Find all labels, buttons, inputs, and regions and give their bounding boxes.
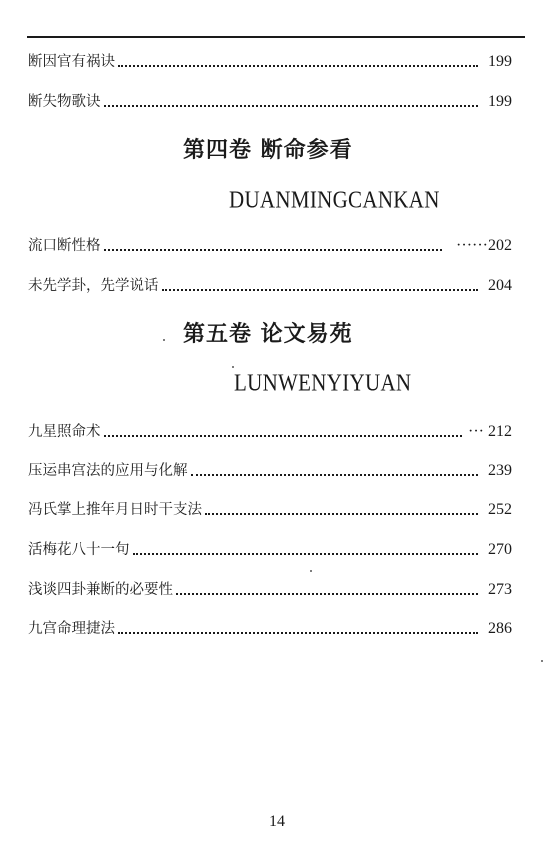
dot-leader [205, 513, 478, 515]
dot-leader [118, 632, 478, 634]
dot-leader [118, 65, 478, 67]
toc-entry-title: 未先学卦，先学说话 [28, 278, 159, 294]
toc-entry-title: 断失物歌诀 [28, 94, 101, 110]
scan-speck [541, 660, 543, 662]
scan-speck [310, 570, 312, 572]
toc-entry-page: 286 [488, 620, 512, 637]
toc-entry-title: 浅谈四卦兼断的必要性 [28, 582, 173, 598]
top-rule [27, 36, 525, 38]
toc-entry-title: 冯氏掌上推年月日时干支法 [28, 502, 202, 518]
dot-leader [104, 249, 443, 251]
dot-leader [104, 105, 479, 107]
toc-entry [28, 456, 512, 480]
toc-entry-page: 273 [488, 581, 512, 598]
scan-speck [232, 366, 234, 368]
toc-entry [28, 614, 512, 638]
dot-leader [162, 289, 479, 291]
toc-entry [28, 271, 512, 295]
toc-entry-title: 流口断性格 [28, 238, 101, 254]
toc-entry-title: 压运串宫法的应用与化解 [28, 463, 188, 479]
toc-entry-title: 断因官有祸诀 [28, 54, 115, 70]
dot-leader [176, 593, 478, 595]
dot-leader [133, 553, 479, 555]
toc-entry [28, 495, 512, 519]
toc-entry-title: 九宫命理捷法 [28, 621, 115, 637]
toc-entry-page: 239 [488, 462, 512, 479]
page-number: 14 [269, 813, 285, 830]
toc-entry-title: 活梅花八十一句 [28, 542, 130, 558]
volume-4-heading: 第四卷 断命参看 [183, 138, 353, 163]
toc-entry-page: 204 [488, 277, 512, 294]
toc-entry-page: 270 [488, 541, 512, 558]
volume-5-heading: 第五卷 论文易苑 [183, 322, 353, 347]
dot-leader [104, 435, 463, 437]
toc-entry-page: ··· 212 [468, 423, 512, 440]
toc-entry [28, 47, 512, 71]
toc-entry [28, 575, 512, 599]
dot-leader [191, 474, 479, 476]
toc-entry-page: 252 [488, 501, 512, 518]
toc-entry [28, 417, 512, 441]
toc-entry-title: 九星照命术 [28, 424, 101, 440]
toc-entry-page: 199 [488, 93, 512, 110]
scan-speck [163, 339, 165, 341]
volume-5-pinyin: LUNWENYIYUAN [234, 368, 412, 397]
volume-4-pinyin: DUANMINGCANKAN [229, 185, 440, 214]
toc-entry-page: ······202 [456, 237, 512, 254]
toc-entry-page: 199 [488, 53, 512, 70]
toc-entry [28, 87, 512, 111]
toc-entry [28, 535, 512, 559]
toc-entry [28, 231, 512, 255]
